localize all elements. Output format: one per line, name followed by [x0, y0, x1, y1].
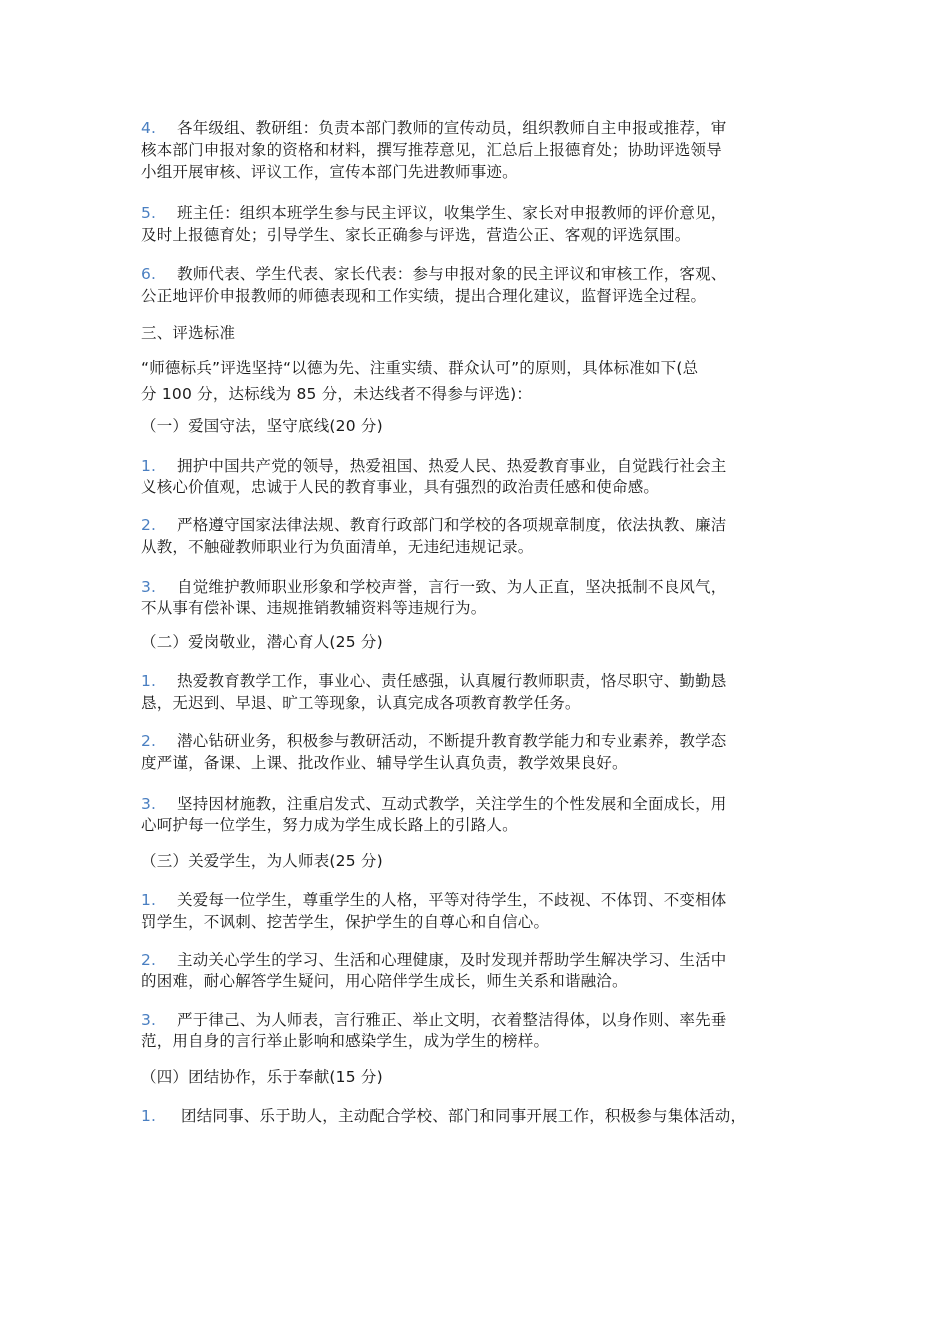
subsection-heading: （二）爱岗敬业，潜心育人(25 分) [141, 633, 383, 651]
subsection-heading: （四）团结协作，乐于奉献(15 分) [141, 1068, 383, 1086]
list-item-line: 罚学生，不讽刺、挖苦学生，保护学生的自尊心和自信心。 [141, 913, 550, 931]
list-item-line: 2. 严格遵守国家法律法规、教育行政部门和学校的各项规章制度，依法执教、廉洁 [141, 516, 727, 534]
list-item-line: 从教，不触碰教师职业行为负面清单，无违纪违规记录。 [141, 538, 534, 556]
list-item-line: 2. 潜心钻研业务，积极参与教研活动，不断提升教育教学能力和专业素养，教学态 [141, 732, 727, 750]
list-number: 5. [141, 204, 157, 222]
list-item-line: 6. 教师代表、学生代表、家长代表：参与申报对象的民主评议和审核工作，客观、 [141, 265, 727, 283]
list-item-line: 4. 各年级组、教研组：负责本部门教师的宣传动员，组织教师自主申报或推荐，审 [141, 119, 727, 137]
list-item-line: 恳，无迟到、早退、旷工等现象，认真完成各项教育教学任务。 [141, 694, 581, 712]
subsection-heading: （一）爱国守法，坚守底线(20 分) [141, 417, 383, 435]
list-item-line: 1. 团结同事、乐于助人，主动配合学校、部门和同事开展工作，积极参与集体活动， [141, 1107, 747, 1125]
intro-paragraph: “师德标兵”评选坚持“以德为先、注重实绩、群众认可”的原则，具体标准如下(总 [141, 359, 699, 377]
list-number: 1. [141, 672, 157, 690]
list-item-line: 1. 热爱教育教学工作，事业心、责任感强，认真履行教师职责，恪尽职守、勤勤恳 [141, 672, 727, 690]
list-item-line: 及时上报德育处；引导学生、家长正确参与评选，营造公正、客观的评选氛围。 [141, 226, 691, 244]
subsection-heading: （三）关爱学生，为人师表(25 分) [141, 852, 383, 870]
list-item-line: 心呵护每一位学生，努力成为学生成长路上的引路人。 [141, 816, 518, 834]
list-item-line: 不从事有偿补课、违规推销教辅资料等违规行为。 [141, 599, 487, 617]
list-item-line: 的困难，耐心解答学生疑问，用心陪伴学生成长，师生关系和谐融洽。 [141, 972, 628, 990]
list-item-line: 范，用自身的言行举止影响和感染学生，成为学生的榜样。 [141, 1032, 550, 1050]
list-number: 4. [141, 119, 157, 137]
list-number: 3. [141, 795, 157, 813]
section-heading: 三、评选标准 [141, 324, 236, 342]
list-number: 6. [141, 265, 157, 283]
list-number: 2. [141, 516, 157, 534]
list-number: 3. [141, 1011, 157, 1029]
intro-paragraph: 分 100 分，达标线为 85 分，未达线者不得参与评选)： [141, 385, 533, 403]
list-item-line: 3. 自觉维护教师职业形象和学校声誉，言行一致、为人正直，坚决抵制不良风气， [141, 578, 727, 596]
list-item-line: 1. 关爱每一位学生，尊重学生的人格，平等对待学生，不歧视、不体罚、不变相体 [141, 891, 727, 909]
list-item-line: 1. 拥护中国共产党的领导，热爱祖国、热爱人民、热爱教育事业，自觉践行社会主 [141, 457, 727, 475]
list-item-line: 义核心价值观，忠诚于人民的教育事业，具有强烈的政治责任感和使命感。 [141, 478, 660, 496]
list-number: 2. [141, 732, 157, 750]
list-number: 1. [141, 457, 157, 475]
list-item-line: 3. 严于律己、为人师表，言行雅正、举止文明，衣着整洁得体，以身作则、率先垂 [141, 1011, 727, 1029]
list-number: 1. [141, 891, 157, 909]
list-item-line: 核本部门申报对象的资格和材料，撰写推荐意见，汇总后上报德育处；协助评选领导 [141, 141, 722, 159]
list-item-line: 公正地评价申报教师的师德表现和工作实绩，提出合理化建议，监督评选全过程。 [141, 287, 707, 305]
list-number: 1. [141, 1107, 157, 1125]
list-item-line: 3. 坚持因材施教，注重启发式、互动式教学，关注学生的个性发展和全面成长，用 [141, 795, 727, 813]
list-item-line: 小组开展审核、评议工作，宣传本部门先进教师事迹。 [141, 163, 518, 181]
list-item-line: 5. 班主任：组织本班学生参与民主评议，收集学生、家长对申报教师的评价意见， [141, 204, 727, 222]
list-number: 3. [141, 578, 157, 596]
list-item-line: 2. 主动关心学生的学习、生活和心理健康，及时发现并帮助学生解决学习、生活中 [141, 951, 727, 969]
list-number: 2. [141, 951, 157, 969]
list-item-line: 度严谨，备课、上课、批改作业、辅导学生认真负责，教学效果良好。 [141, 754, 628, 772]
